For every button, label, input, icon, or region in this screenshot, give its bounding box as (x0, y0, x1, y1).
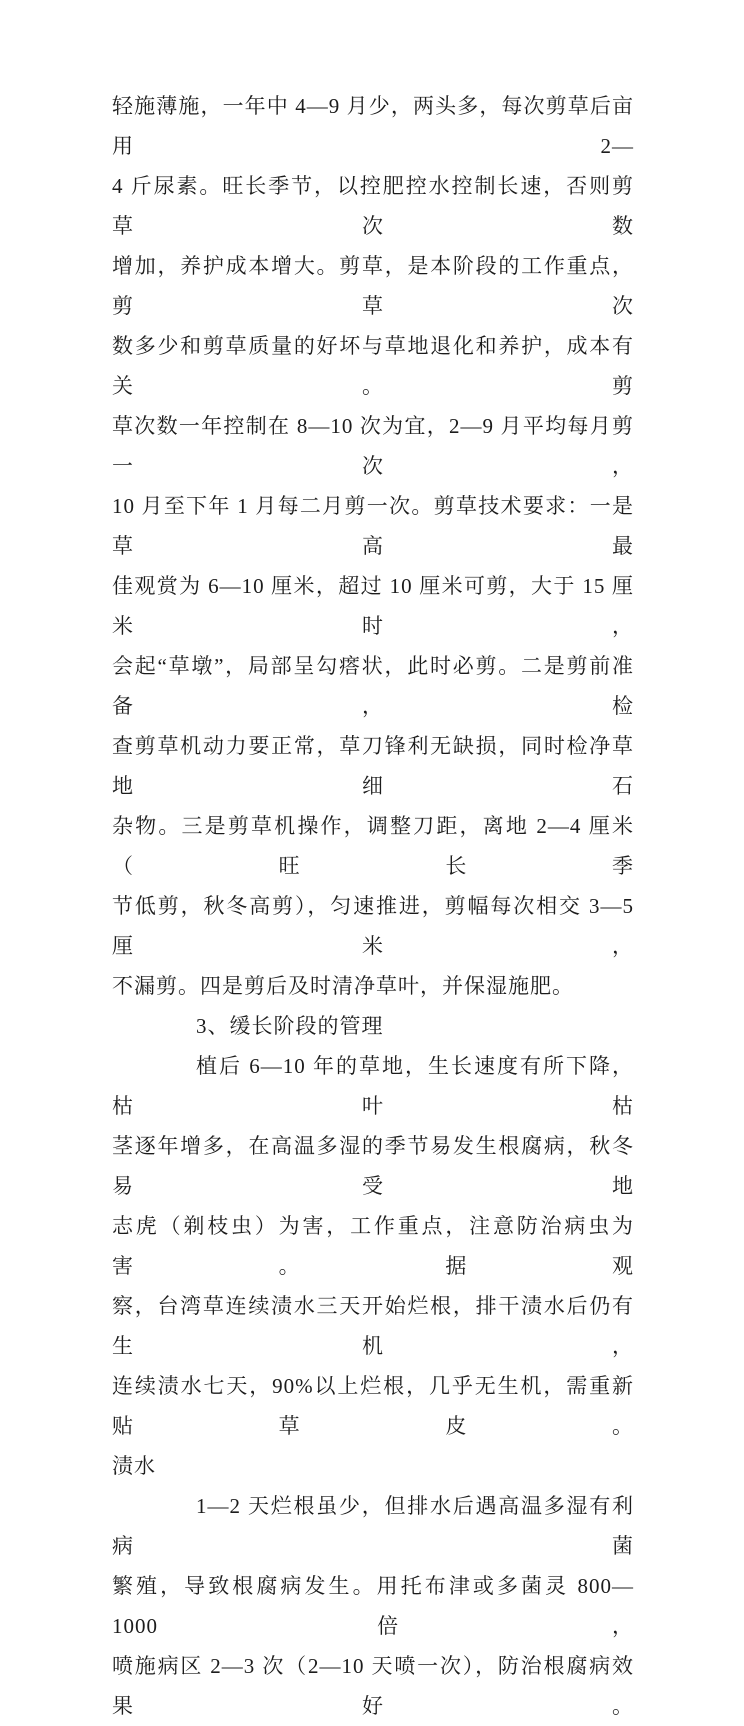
text-line: 渍水 (112, 1454, 156, 1478)
text-line: 轻施薄施，一年中 4—9 月少，两头多，每次剪草后亩用 2— (112, 94, 634, 158)
text-line: 10 月至下年 1 月每二月剪一次。剪草技术要求：一是草高最 (112, 494, 634, 558)
section-heading: 3、缓长阶段的管理 (196, 1014, 384, 1038)
document-text-block (112, 86, 634, 1726)
text-line: 1—2 天烂根虽少，但排水后遇高温多湿有利病菌 (112, 1494, 634, 1558)
text-line: 查剪草机动力要正常，草刀锋利无缺损，同时检净草地细石 (112, 734, 634, 798)
text-line: 会起“草墩”，局部呈勾瘩状，此时必剪。二是剪前准备，检 (112, 654, 634, 718)
text-line: 4 斤尿素。旺长季节，以控肥控水控制长速，否则剪草次数 (112, 174, 634, 238)
text-line: 数多少和剪草质量的好坏与草地退化和养护，成本有关。剪 (112, 334, 634, 398)
text-line: 杂物。三是剪草机操作，调整刀距，离地 2—4 厘米（旺长季 (112, 814, 634, 878)
text-line: 不漏剪。四是剪后及时清净草叶，并保湿施肥。 (112, 974, 574, 998)
text-line: 佳观赏为 6—10 厘米，超过 10 厘米可剪，大于 15 厘米时， (112, 574, 634, 638)
text-line: 察，台湾草连续渍水三天开始烂根，排干渍水后仍有生机， (112, 1294, 634, 1358)
text-line: 繁殖，导致根腐病发生。用托布津或多菌灵 800—1000 倍， (112, 1574, 634, 1638)
text-line: 茎逐年增多，在高温多湿的季节易发生根腐病，秋冬易受地 (112, 1134, 634, 1198)
text-line: 志虎（剃枝虫）为害，工作重点，注意防治病虫为害。据观 (112, 1214, 634, 1278)
text-line: 植后 6—10 年的草地，生长速度有所下降，枯叶枯 (112, 1054, 634, 1118)
text-line: 喷施病区 2—3 次（2—10 天喷一次），防治根腐病效果好。 (112, 1654, 634, 1718)
text-line: 节低剪，秋冬高剪），匀速推进，剪幅每次相交 3—5 厘米， (112, 894, 634, 958)
text-line: 连续渍水七天，90%以上烂根，几乎无生机，需重新贴草皮。 (112, 1374, 634, 1438)
text-line: 草次数一年控制在 8—10 次为宜，2—9 月平均每月剪一次， (112, 414, 634, 478)
text-line: 增加，养护成本增大。剪草，是本阶段的工作重点，剪草次 (112, 254, 634, 318)
